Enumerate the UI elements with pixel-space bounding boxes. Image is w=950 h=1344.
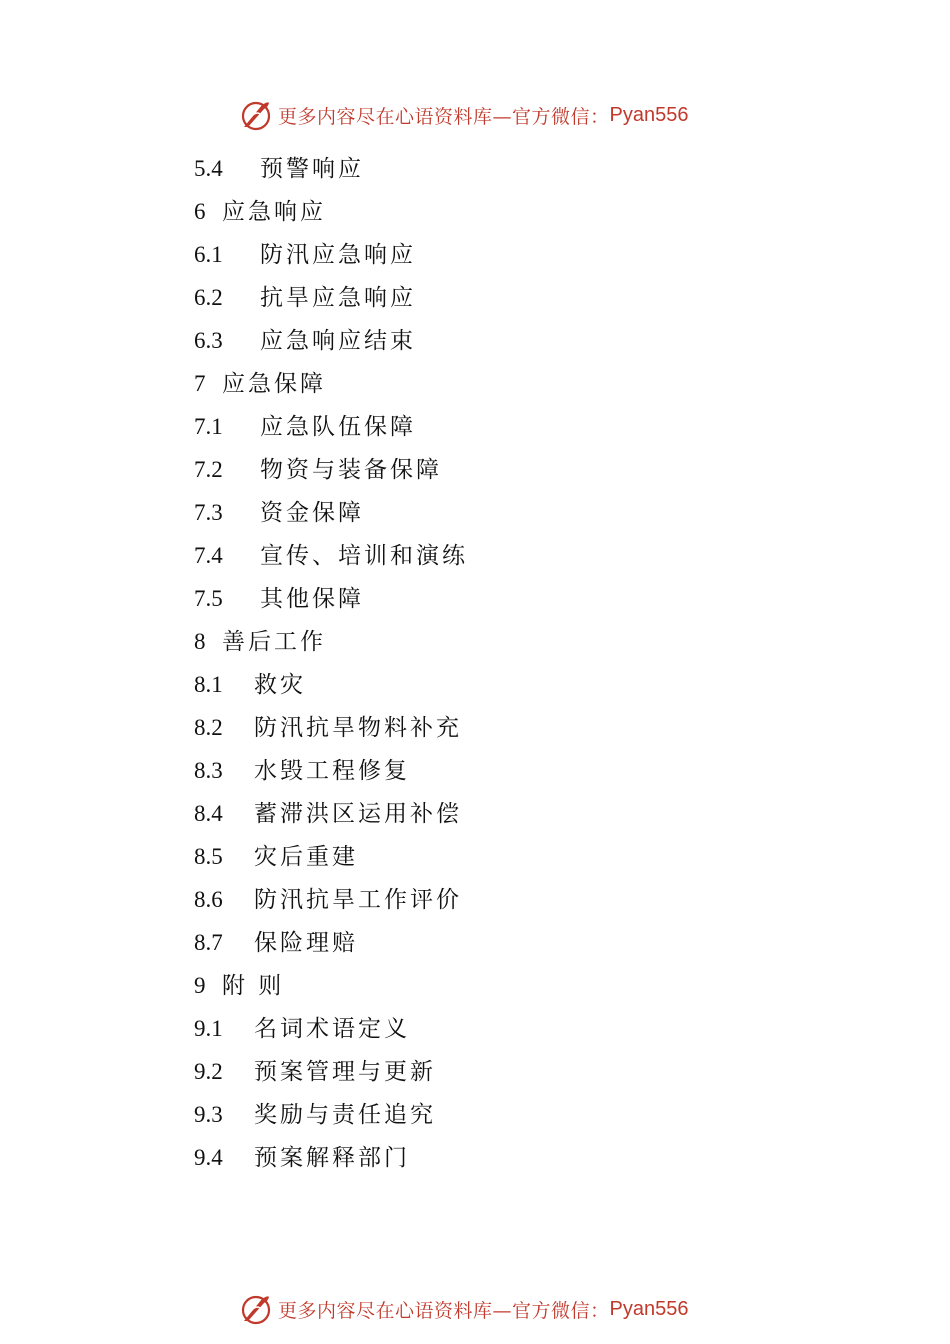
toc-entry-number: 8.3 <box>194 758 223 783</box>
toc-entry <box>194 921 468 964</box>
toc-entry-number: 6 <box>194 199 206 224</box>
toc-entry <box>194 964 468 1007</box>
watermark-text: 更多内容尽在心语资料库—官方微信： <box>278 105 610 128</box>
toc-entry <box>194 706 468 749</box>
toc-entry-number: 7.3 <box>194 500 223 525</box>
toc-entry <box>194 1136 468 1179</box>
toc-entry-number: 8 <box>194 629 206 654</box>
quill-circle-icon <box>238 97 274 133</box>
toc-entry-number: 6.3 <box>194 328 223 353</box>
toc-entry-title: 救灾 <box>254 672 306 698</box>
toc-entry-title: 物资与装备保障 <box>260 457 442 483</box>
toc-entry-title: 防汛抗旱工作评价 <box>254 887 462 913</box>
toc-entry-title: 灾后重建 <box>254 844 358 870</box>
toc-entry <box>194 577 468 620</box>
toc-entry-title: 预案解释部门 <box>254 1145 410 1171</box>
watermark-contact: Pyan556 <box>609 103 689 126</box>
toc-entry-number: 6.2 <box>194 285 223 310</box>
toc-entry-number: 9.2 <box>194 1059 223 1084</box>
table-of-contents <box>194 147 468 1179</box>
toc-entry <box>194 663 468 706</box>
toc-entry-number: 8.5 <box>194 844 223 869</box>
toc-entry-title: 应急响应结束 <box>260 328 416 354</box>
toc-entry-number: 8.6 <box>194 887 223 912</box>
toc-entry-title: 应急响应 <box>222 199 326 225</box>
toc-entry <box>194 1093 468 1136</box>
toc-entry-number: 7.2 <box>194 457 223 482</box>
toc-entry <box>194 405 468 448</box>
toc-entry-title: 防汛应急响应 <box>260 242 416 268</box>
watermark-contact: Pyan556 <box>609 1297 689 1320</box>
watermark-text: 更多内容尽在心语资料库—官方微信： <box>278 1299 610 1322</box>
toc-entry-number: 9.1 <box>194 1016 223 1041</box>
quill-circle-icon <box>238 1291 274 1327</box>
toc-entry-number: 8.4 <box>194 801 223 826</box>
toc-entry-number: 9.4 <box>194 1145 223 1170</box>
toc-entry-number: 9 <box>194 973 206 998</box>
toc-entry-number: 7.1 <box>194 414 223 439</box>
watermark-footer <box>238 1289 688 1329</box>
toc-entry-number: 5.4 <box>194 156 223 181</box>
toc-entry-title: 抗旱应急响应 <box>260 285 416 311</box>
toc-entry-number: 8.2 <box>194 715 223 740</box>
toc-entry-title: 资金保障 <box>260 500 364 526</box>
toc-entry <box>194 534 468 577</box>
toc-entry-title: 善后工作 <box>222 629 326 655</box>
toc-entry-number: 8.1 <box>194 672 223 697</box>
toc-entry-number: 9.3 <box>194 1102 223 1127</box>
toc-entry <box>194 319 468 362</box>
toc-entry-number: 8.7 <box>194 930 223 955</box>
toc-entry-title: 预警响应 <box>260 156 364 182</box>
toc-entry-title: 水毁工程修复 <box>254 758 410 784</box>
toc-entry-title: 保险理赔 <box>254 930 358 956</box>
toc-entry-number: 6.1 <box>194 242 223 267</box>
toc-entry <box>194 276 468 319</box>
toc-entry <box>194 491 468 534</box>
toc-entry-number: 7.4 <box>194 543 223 568</box>
toc-entry-title: 名词术语定义 <box>254 1016 410 1042</box>
toc-entry <box>194 147 468 190</box>
toc-entry-title: 其他保障 <box>260 586 364 612</box>
toc-entry-number: 7 <box>194 371 206 396</box>
toc-entry <box>194 233 468 276</box>
toc-entry-title: 应急保障 <box>222 371 326 397</box>
toc-entry <box>194 1007 468 1050</box>
toc-entry-title: 防汛抗旱物料补充 <box>254 715 462 741</box>
toc-entry-title: 奖励与责任追究 <box>254 1102 436 1128</box>
toc-entry <box>194 835 468 878</box>
toc-entry <box>194 878 468 921</box>
toc-entry-title: 附 则 <box>222 973 285 999</box>
toc-entry <box>194 362 468 405</box>
toc-entry-title: 宣传、培训和演练 <box>260 543 468 569</box>
toc-entry <box>194 792 468 835</box>
toc-entry-title: 应急队伍保障 <box>260 414 416 440</box>
toc-entry <box>194 620 468 663</box>
toc-entry <box>194 1050 468 1093</box>
toc-entry-title: 预案管理与更新 <box>254 1059 436 1085</box>
toc-entry <box>194 749 468 792</box>
toc-entry-number: 7.5 <box>194 586 223 611</box>
watermark-header <box>238 95 688 135</box>
toc-entry <box>194 190 468 233</box>
toc-entry <box>194 448 468 491</box>
toc-entry-title: 蓄滞洪区运用补偿 <box>254 801 462 827</box>
